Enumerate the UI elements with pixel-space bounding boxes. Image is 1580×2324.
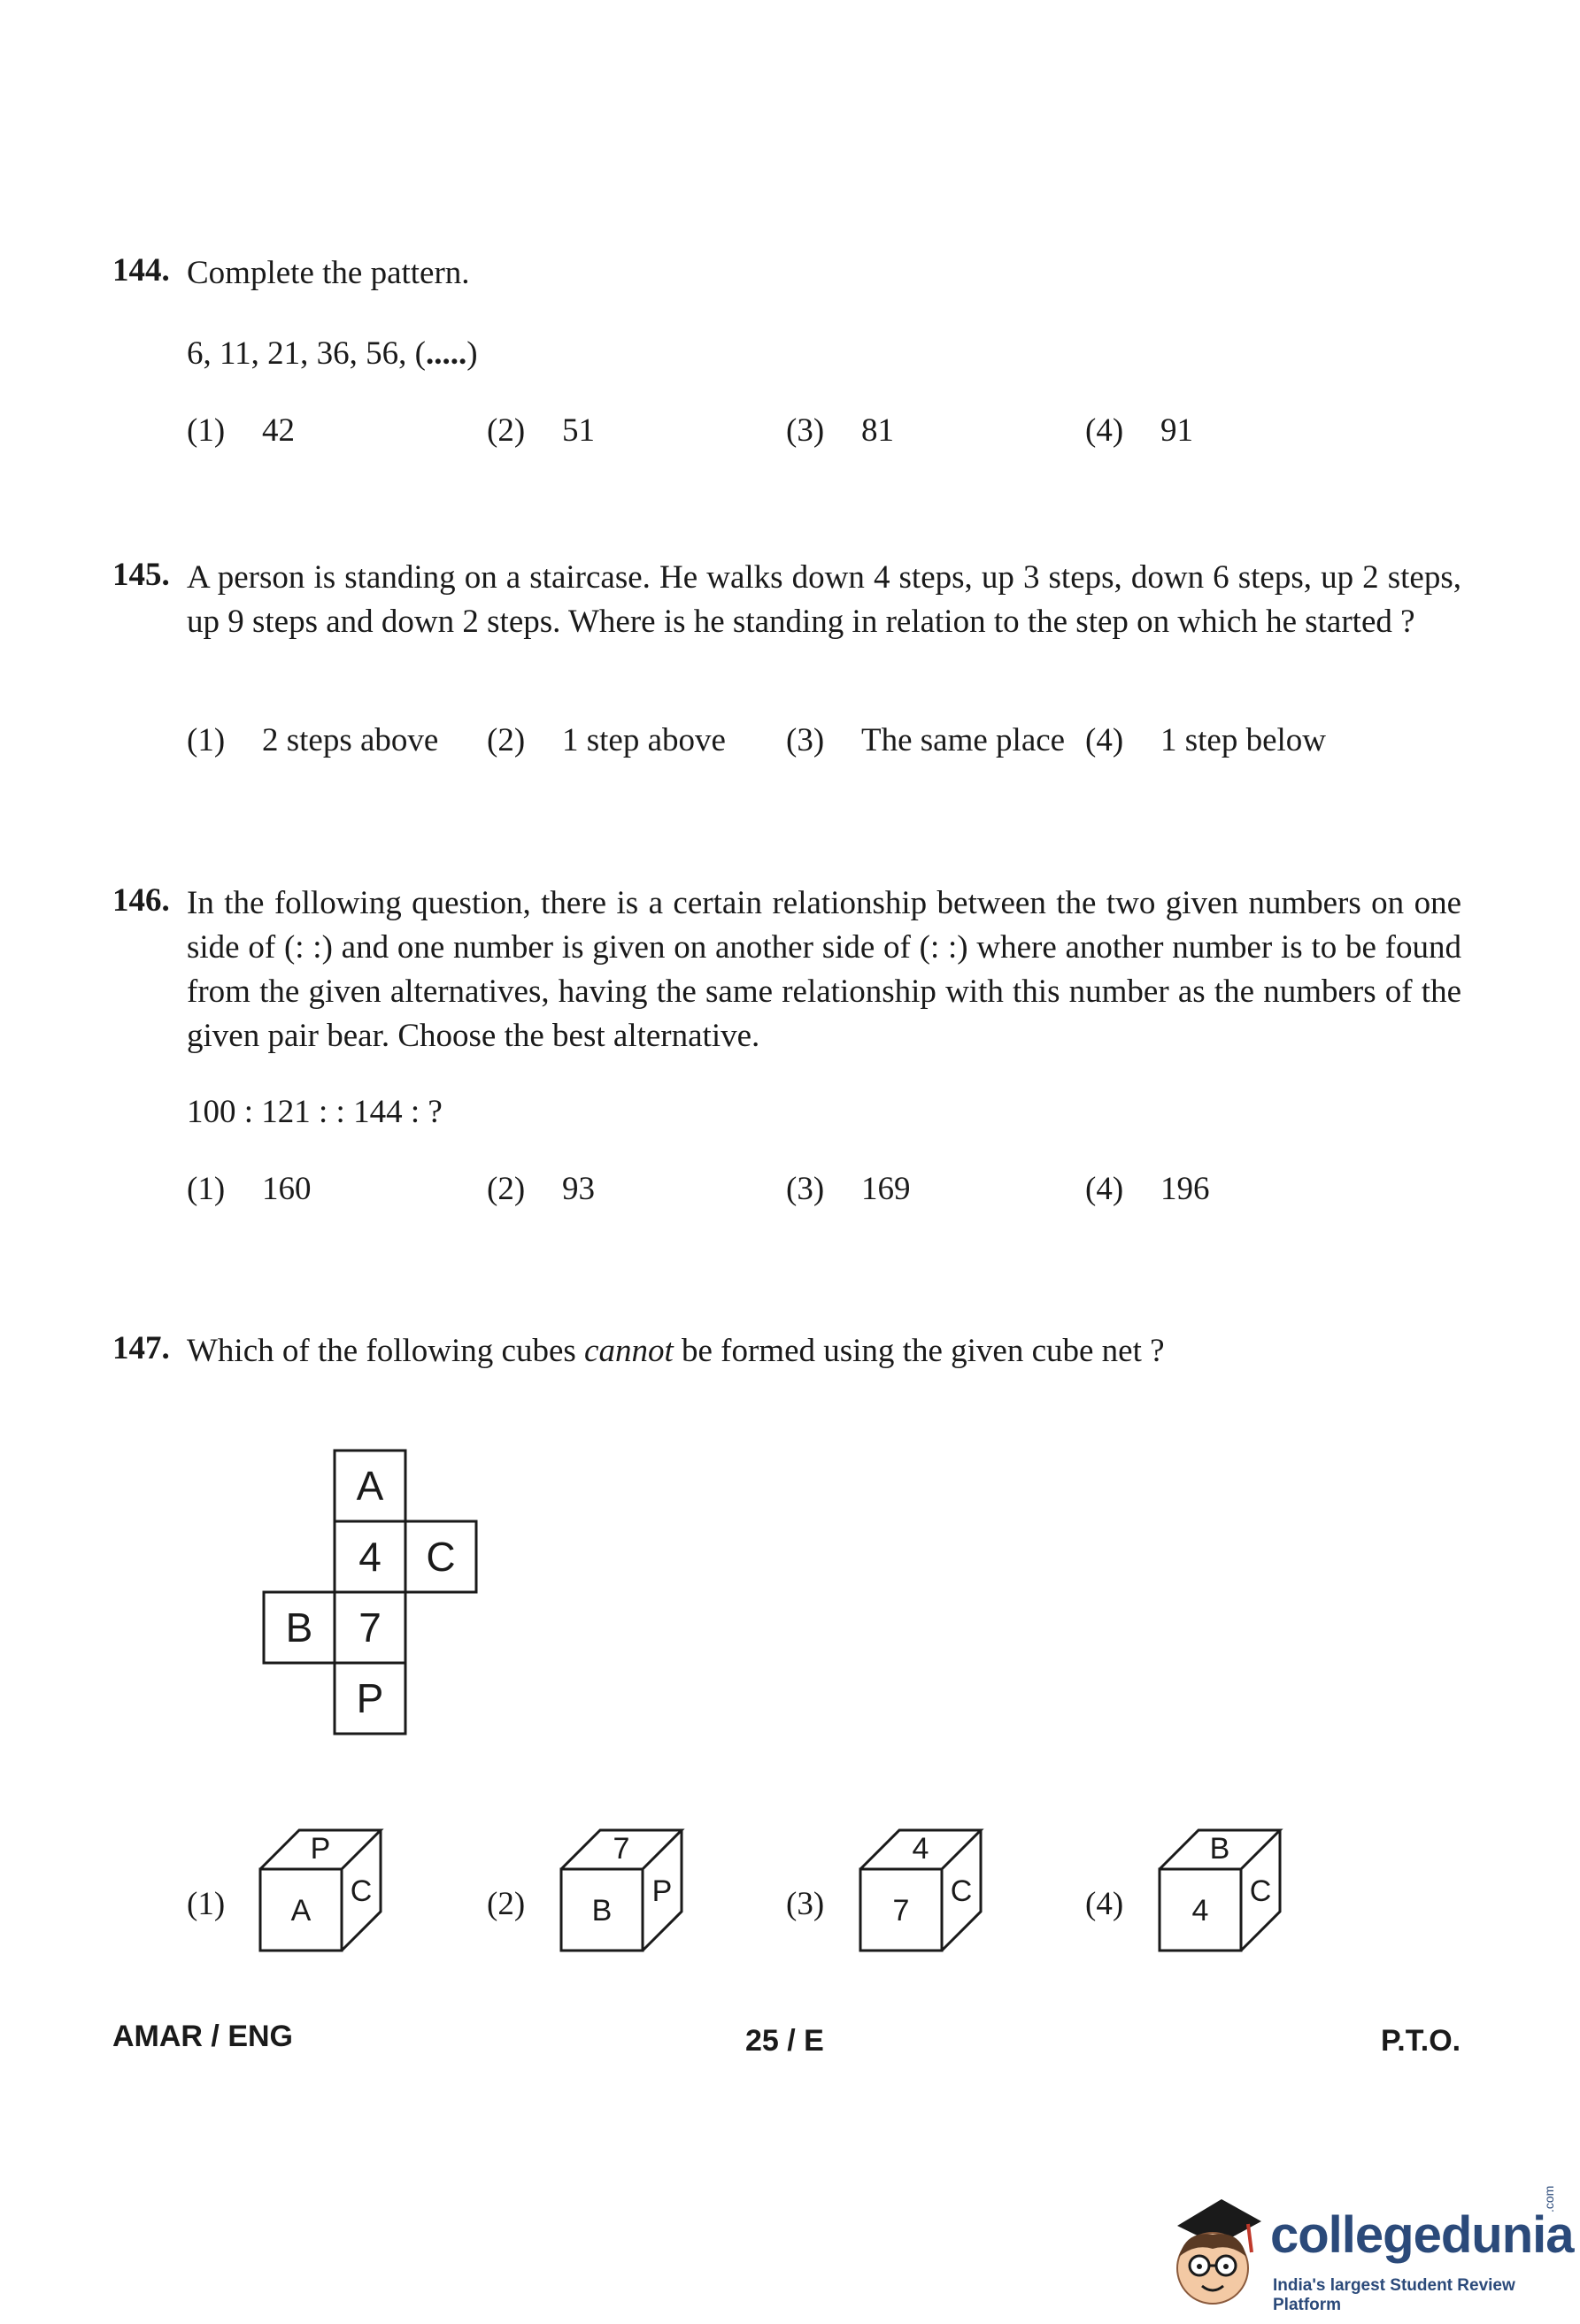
option-4[interactable]: (4) 196	[1085, 1171, 1210, 1207]
cube-option-2[interactable]	[558, 1823, 699, 1965]
logo-wordmark: collegedunia	[1270, 2206, 1574, 2264]
cube-front-face: B	[591, 1894, 613, 1928]
option-3[interactable]: (3) 81	[786, 412, 894, 449]
option-3-label: (3)	[786, 1886, 825, 1922]
option-4-label: (4)	[1085, 1886, 1124, 1922]
cube-option-1[interactable]	[257, 1823, 398, 1965]
option-2[interactable]: (2) 51	[487, 412, 595, 449]
cube-top-face: 4	[912, 1832, 929, 1866]
collegedunia-logo[interactable]	[1160, 2185, 1574, 2319]
question-text: A person is standing on a staircase. He walks down 4 steps, up 3 steps, down 6 steps, up 2 steps, up 9 steps and down 2 steps. Where is he standing in relation to the step on which he started ?	[187, 559, 1461, 640]
question-number: 146.	[112, 882, 170, 919]
question-text: Complete the pattern.	[187, 255, 470, 291]
cube-side-face: C	[1249, 1874, 1272, 1908]
net-face-top: A	[356, 1463, 384, 1509]
footer-code: AMAR / ENG	[112, 2020, 293, 2053]
cube-front-face: A	[290, 1894, 312, 1928]
number-sequence: 6, 11, 21, 36, 56, (.....)	[187, 335, 478, 372]
net-face-middle: 7	[358, 1604, 382, 1651]
option-1-label: (1)	[187, 1886, 226, 1922]
option-4[interactable]: (4) 1 step below	[1085, 722, 1327, 758]
cube-top-face: P	[310, 1832, 331, 1866]
option-4[interactable]: (4) 91	[1085, 412, 1193, 449]
cube-front-face: 4	[1191, 1894, 1209, 1928]
question-number: 144.	[112, 252, 170, 289]
cube-top-face: B	[1209, 1832, 1230, 1866]
option-1[interactable]: (1) 160	[187, 1171, 312, 1207]
option-2[interactable]: (2) 1 step above	[487, 722, 726, 758]
cube-option-3[interactable]	[857, 1823, 998, 1965]
option-2[interactable]: (2) 93	[487, 1171, 595, 1207]
net-face-center: 4	[358, 1534, 382, 1580]
cube-side-face: P	[651, 1874, 673, 1908]
option-1[interactable]: (1) 42	[187, 412, 295, 449]
analogy: 100 : 121 : : 144 : ?	[187, 1094, 443, 1130]
cube-top-face: 7	[613, 1832, 630, 1866]
question-text: In the following question, there is a certain relationship between the two given numbers on one side of (: :) and one number is given on another side of (: :) where another number is to be found from the given alternatives, having the same relationship with this number as the numbers of the given pair bear. Choose the best alternative.	[187, 885, 1461, 1054]
mascot-icon	[1160, 2190, 1266, 2314]
net-face-bottom: P	[356, 1675, 384, 1721]
logo-suffix: .com	[1542, 2185, 1556, 2212]
cube-side-face: C	[950, 1874, 973, 1908]
option-1[interactable]: (1) 2 steps above	[187, 722, 439, 758]
question-text: Which of the following cubes cannot be formed using the given cube net ?	[187, 1333, 1165, 1369]
question-number: 145.	[112, 557, 170, 593]
option-3[interactable]: (3) 169	[786, 1171, 911, 1207]
question-number: 147.	[112, 1330, 170, 1366]
pto-label: P.T.O.	[1381, 2024, 1461, 2058]
cube-net	[257, 1447, 487, 1748]
page-number: 25 / E	[745, 2024, 824, 2058]
net-face-left: B	[285, 1604, 313, 1651]
net-face-right: C	[426, 1534, 456, 1580]
option-2-label: (2)	[487, 1886, 526, 1922]
cube-side-face: C	[350, 1874, 373, 1908]
option-3[interactable]: (3) The same place	[786, 722, 1066, 758]
cube-option-4[interactable]	[1156, 1823, 1298, 1965]
logo-tagline: India's largest Student Review Platform	[1273, 2276, 1515, 2314]
cube-front-face: 7	[892, 1894, 910, 1928]
